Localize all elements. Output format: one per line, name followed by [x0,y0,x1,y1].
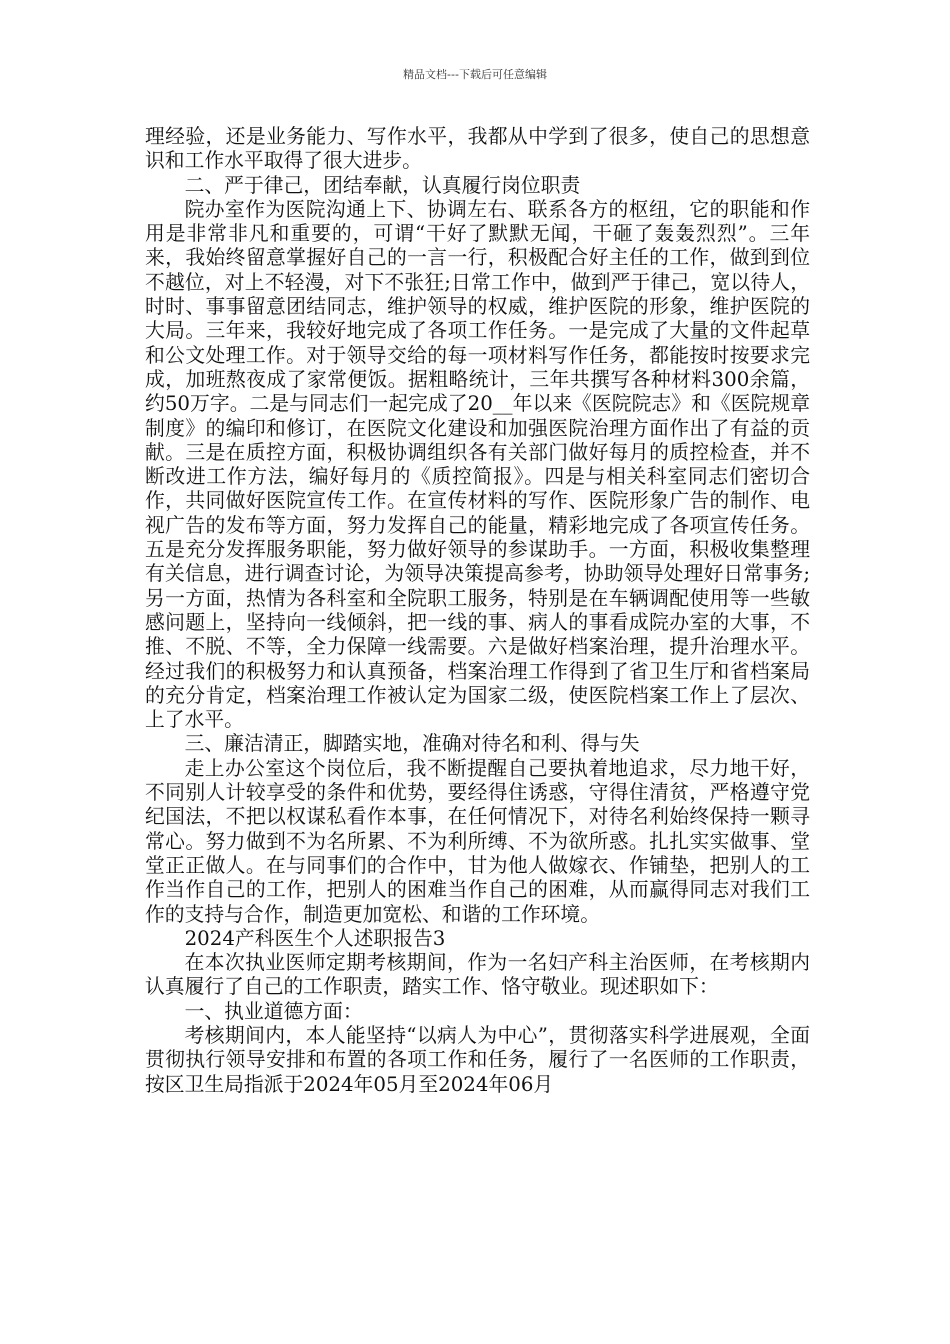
report-title: 2024产科医生个人述职报告3 [184,926,446,950]
paragraph: 在本次执业医师定期考核期间，作为一名妇产科主治医师，在考核期内认真履行了自己的工作职责，踏实工作、恪守敬业。现述职如下： [145,951,810,999]
paragraph: 走上办公室这个岗位后，我不断提醒自己要执着地追求，尽力地干好，不同别人计较享受的条件和优势，要经得住诱惑，守得住清贫，严格遵守党纪国法，不把以权谋私看作本事，在任何情况下，对待名利始终保持一颗寻常心。努力做到不为名所累、不为利所缚、不为欲所惑。扎扎实实做事、堂堂正正做人。在与同事们的合作中，甘为他人做嫁衣、作铺垫，把别人的工作当作自己的工作，把别人的困难当作自己的困难，从而赢得同志对我们工作的支持与合作，制造更加宽松、和谐的工作环境。 [145,756,810,926]
paragraph: 理经验，还是业务能力、写作水平，我都从中学到了很多，使自己的思想意识和工作水平取得了很大进步。 [145,125,810,173]
document-body [145,125,810,1097]
section-heading: 二、严于律己，团结奉献，认真履行岗位职责 [184,173,581,197]
paragraph: 考核期间内，本人能坚持“以病人为中心”，贯彻落实科学进展观，全面贯彻执行领导安排和布置的各项工作和任务，履行了一名医师的工作职责，按区卫生局指派于2024年05月至2024年06月 [145,1023,810,1096]
section-heading: 一、执业道德方面： [184,999,363,1023]
paragraph: 院办室作为医院沟通上下、协调左右、联系各方的枢纽，它的职能和作用是非常非凡和重要的，可谓“干好了默默无闻，干砸了轰轰烈烈”。三年来，我始终留意掌握好自己的一言一行，积极配合好主任的工作，做到到位不越位，对上不轻漫，对下不张狂;日常工作中，做到严于律己，宽以待人，时时、事事留意团结同志，维护领导的权威，维护医院的形象，维护医院的大局。三年来，我较好地完成了各项工作任务。一是完成了大量的文件起草和公文处理工作。对于领导交给的每一项材料写作任务，都能按时按要求完成，加班熬夜成了家常便饭。据粗略统计，三年共撰写各种材料300余篇，约50万字。二是与同志们一起完成了20__年以来《医院院志》和《医院规章制度》的编印和修订，在医院文化建设和加强医院治理方面作出了有益的贡献。三是在质控方面，积极协调组织各有关部门做好每月的质控检查，并不断改进工作方法，编好每月的《质控简报》。四是与相关科室同志们密切合作，共同做好医院宣传工作。在宣传材料的写作、医院形象广告的制作、电视广告的发布等方面，努力发挥自己的能量，精彩地完成了各项宣传任务。五是充分发挥服务职能，努力做好领导的参谋助手。一方面，积极收集整理有关信息，进行调查讨论，为领导决策提高参考，协助领导处理好日常事务;另一方面，热情为各科室和全院职工服务，特别是在车辆调配使用等一些敏感问题上，坚持向一线倾斜，把一线的事、病人的事看成院办室的大事，不推、不脱、不等，全力保障一线需要。六是做好档案治理，提升治理水平。经过我们的积极努力和认真预备，档案治理工作得到了省卫生厅和省档案局的充分肯定，档案治理工作被认定为国家二级，使医院档案工作上了层次、上了水平。 [145,197,810,732]
page-header: 精品文档---下载后可任意编辑 [403,68,547,81]
section-heading: 三、廉洁清正，脚踏实地，准确对待名和利、得与失 [184,732,640,756]
